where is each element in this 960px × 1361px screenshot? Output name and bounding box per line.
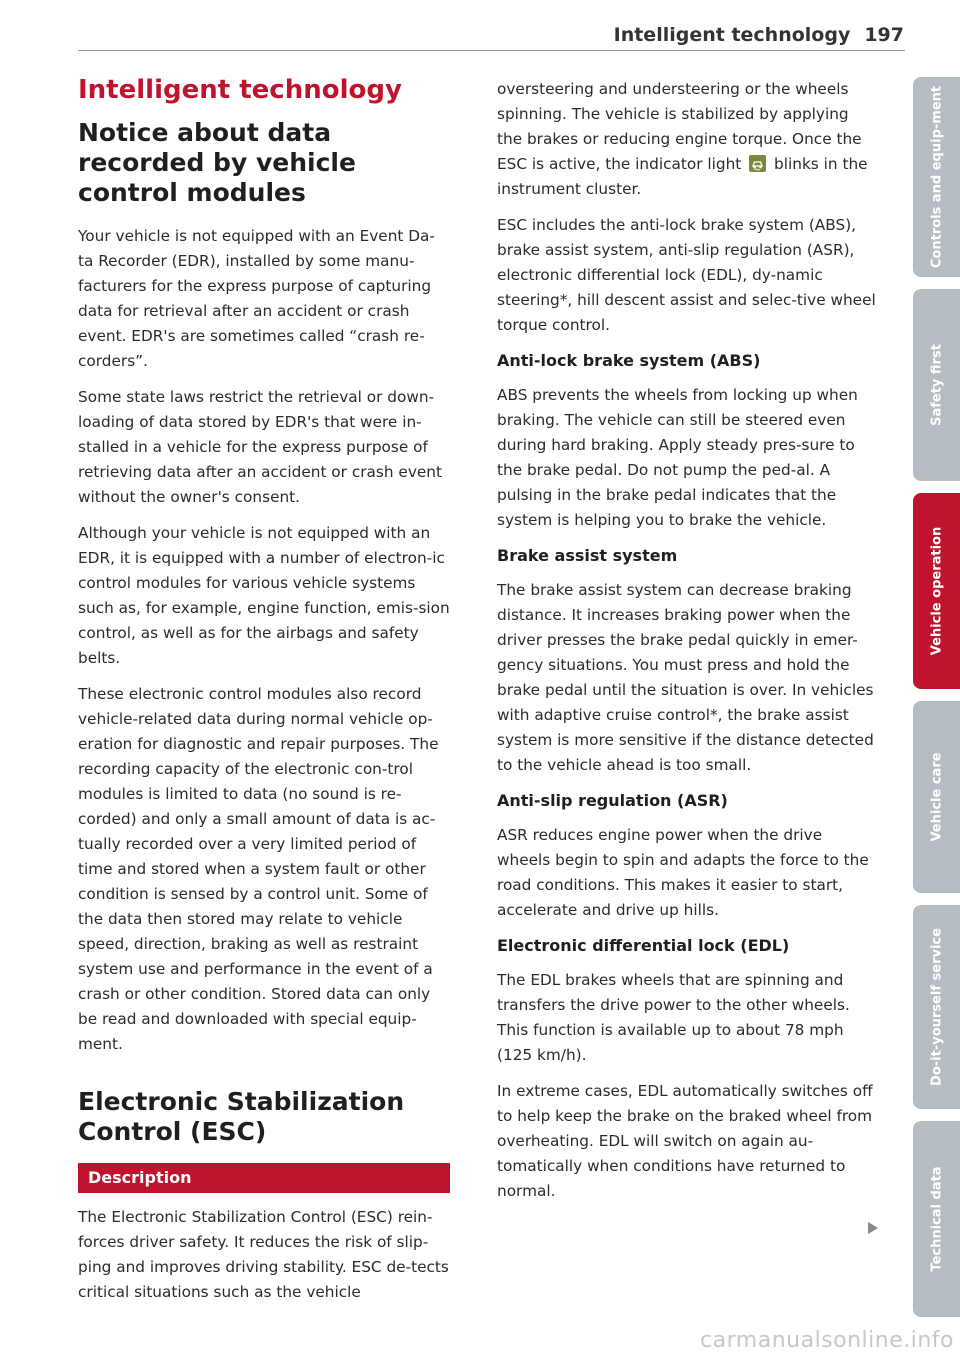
description-bar: Description bbox=[78, 1163, 450, 1193]
subheading-edl: Electronic differential lock (EDL) bbox=[497, 936, 790, 955]
section-title-esc: Electronic Stabilization Control (ESC) bbox=[78, 1087, 405, 1146]
side-tab-label: Technical data bbox=[929, 1166, 944, 1272]
paragraph: Your vehicle is not equipped with an Event Da-ta Recorder (EDR), installed by some manu-facturers for the express purpose of capturing data for retrieval after an accident or crash event. EDR's are sometimes called “crash re-corders”. bbox=[78, 227, 435, 370]
side-tab-label: Vehicle care bbox=[929, 752, 944, 842]
paragraph: Although your vehicle is not equipped with an EDR, it is equipped with a number of electron-ic control modules for various vehicle systems such as, for example, engine function, emis-sion control, as well as for the airbags and safety belts. bbox=[78, 524, 450, 667]
subheading-brake-assist: Brake assist system bbox=[497, 546, 678, 565]
running-header bbox=[614, 24, 904, 46]
watermark: carmanualsonline.info bbox=[700, 1328, 954, 1353]
side-tab-label: Controls and equip-ment bbox=[929, 85, 944, 269]
page-number: 197 bbox=[864, 24, 904, 46]
side-tab-vehicle-operation[interactable] bbox=[913, 493, 960, 689]
side-tab-label: Vehicle operation bbox=[929, 526, 944, 656]
paragraph bbox=[497, 77, 877, 202]
side-tab-safety[interactable] bbox=[913, 289, 960, 481]
continue-arrow-icon bbox=[868, 1222, 878, 1234]
subheading-asr: Anti-slip regulation (ASR) bbox=[497, 791, 728, 810]
chapter-title: Intelligent technology bbox=[78, 75, 402, 105]
side-tab-vehicle-care[interactable] bbox=[913, 701, 960, 893]
side-tab-controls[interactable] bbox=[913, 77, 960, 277]
paragraph: In extreme cases, EDL automatically switches off to help keep the brake on the braked wheel from overheating. EDL will switch on again au-tomatically when conditions have returned to normal. bbox=[497, 1082, 873, 1200]
paragraph: ABS prevents the wheels from locking up when braking. The vehicle can still be steered even during hard braking. Apply steady pres-sure to the brake pedal. Do not pump the ped-al. A pulsing in the brake pedal indicates that the system is helping you to brake the vehicle. bbox=[497, 386, 858, 529]
paragraph: The EDL brakes wheels that are spinning and transfers the drive power to the other wheels. This function is available up to about 78 mph (125 km/h). bbox=[497, 971, 850, 1064]
paragraph: The brake assist system can decrease braking distance. It increases braking power when the driver presses the brake pedal quickly in emer-gency situations. You must press and hold the brake pedal until the situation is over. In vehicles with adaptive cruise control*, the brake assist system is more sensitive if the distance detected to the vehicle ahead is too small. bbox=[497, 581, 874, 774]
left-column bbox=[78, 72, 450, 1316]
right-column bbox=[497, 77, 877, 1215]
side-tab-diy-service[interactable] bbox=[913, 905, 960, 1109]
paragraph: ESC includes the anti-lock brake system (ABS), brake assist system, anti-slip regulation (ASR), electronic differential lock (EDL), dy-namic steering*, hill descent assist and selec-tive wheel torque control. bbox=[497, 216, 876, 334]
paragraph: The Electronic Stabilization Control (ESC) rein-forces driver safety. It reduces the risk of slip-ping and improves driving stability. ESC de-tects critical situations such as the vehicle bbox=[78, 1208, 449, 1301]
paragraph-text: blinks in the instrument cluster. bbox=[497, 155, 868, 198]
paragraph: These electronic control modules also record vehicle-related data during normal vehicle op-eration for diagnostic and repair purposes. The recording capacity of the electronic con-trol modules is limited to data (no sound is re-corded) and only a small amount of data is ac-tually recorded over a very limited period of time and stored when a system fault or other condition is sensed by a control unit. Some of the data then stored may relate to vehicle speed, direction, braking as well as restraint system use and performance in the event of a crash or other condition. Stored data can only be read and downloaded with special equip-ment. bbox=[78, 685, 439, 1053]
esc-indicator-icon bbox=[749, 155, 766, 172]
side-tab-label: Safety first bbox=[929, 344, 944, 426]
paragraph-text: oversteering and understeering or the wheels spinning. The vehicle is stabilized by applying the brakes or reducing engine torque. Once the ESC is active, the indicator light bbox=[497, 80, 862, 173]
paragraph: Some state laws restrict the retrieval or down-loading of data stored by EDR's that were in-stalled in a vehicle for the express purpose of retrieving data after an accident or crash event without the owner's consent. bbox=[78, 388, 442, 506]
side-tab-label: Do-it-yourself service bbox=[929, 928, 944, 1086]
section-title-data-recording: Notice about data recorded by vehicle control modules bbox=[78, 118, 356, 207]
side-tab-technical-data[interactable] bbox=[913, 1121, 960, 1317]
subheading-abs: Anti-lock brake system (ABS) bbox=[497, 351, 761, 370]
header-rule bbox=[78, 50, 905, 51]
paragraph: ASR reduces engine power when the drive wheels begin to spin and adapts the force to the road conditions. This makes it easier to start, accelerate and drive up hills. bbox=[497, 826, 869, 919]
header-title: Intelligent technology bbox=[613, 24, 851, 46]
